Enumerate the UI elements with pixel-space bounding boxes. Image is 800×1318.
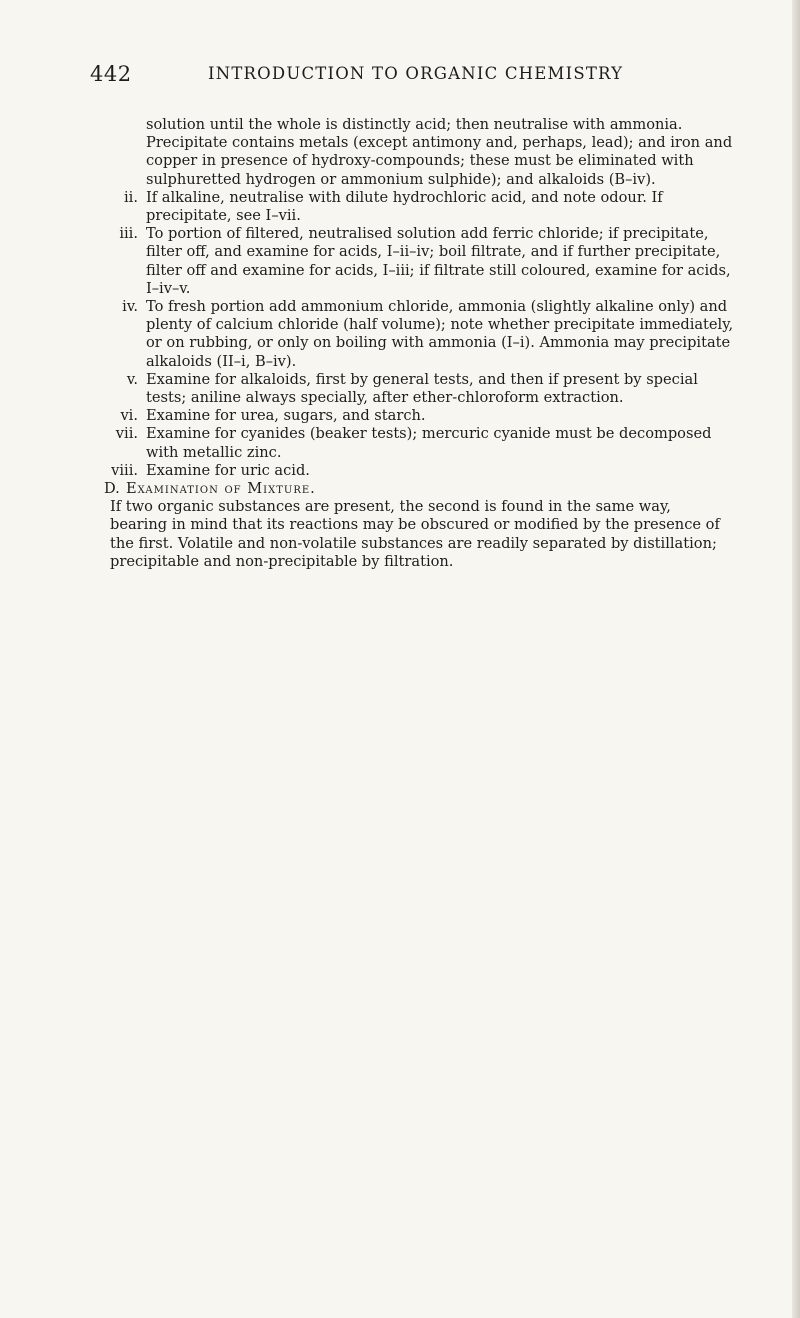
list-item-number: viii.	[111, 461, 138, 479]
list-item-vi	[120, 407, 740, 425]
list-item-text: Examine for uric acid.	[146, 461, 310, 479]
list-item-v	[120, 371, 740, 407]
page-number: 442	[90, 62, 132, 86]
section-letter: D.	[104, 480, 120, 498]
list-item-number: vi.	[120, 407, 138, 425]
list-item-number: iii.	[119, 225, 138, 243]
list-item-number: iv.	[122, 298, 138, 316]
list-item-text: To portion of filtered, neutralised solution add ferric chloride; if precipitate, filter off, and examine for acids, I–ii–iv; boil filtrate, and if further precipitate, filter off and examine for acids, I–iii; if filtrate still coloured, examine for acids, I–iv–v.	[146, 225, 731, 297]
list-item-text: Examine for cyanides (beaker tests); mercuric cyanide must be decomposed with metallic zinc.	[146, 425, 712, 461]
page-edge	[792, 0, 800, 1318]
page-body	[104, 116, 740, 571]
section-heading	[104, 480, 740, 498]
list-item-number: ii.	[124, 188, 138, 206]
list-item-number: vii.	[115, 425, 138, 443]
page-header	[90, 62, 740, 92]
list-item-iii	[120, 225, 740, 298]
list-item-text: If alkaline, neutralise with dilute hydrochloric acid, and note odour. If precipitate, see I–vii.	[146, 188, 663, 225]
section-paragraph: If two organic substances are present, the second is found in the same way, bearing in mind that its reactions may be obscured or modified by the presence of the first. Volatile and non-volatile substances are readily separated by distillation; precipitable and non-precipitable by filtration.	[110, 498, 720, 570]
list-item-text: Examine for alkaloids, first by general tests, and then if present by special tests; aniline always specially, after ether-chloroform extraction.	[146, 370, 698, 407]
list-item-viii	[111, 461, 740, 480]
section-title: Examination of Mixture.	[126, 480, 316, 498]
list-item-text: To fresh portion add ammonium chloride, ammonia (slightly alkaline only) and plenty of calcium chloride (half volume); note whether precipitate immediately, or on rubbing, or only on boiling with ammonia (I–i). Ammonia may precipitate alkaloids (II–i, B–iv).	[146, 298, 734, 370]
intro-paragraph: solution until the whole is distinctly acid; then neutralise with ammonia. Precipitate contains metals (except antimony and, perhaps, lead); and iron and copper in presence of hydroxy-compounds; these must be eliminated with sulphuretted hydrogen or ammonium sulphide); and alkaloids (B–iv).	[146, 116, 733, 188]
list-item-text: Examine for urea, sugars, and starch.	[146, 407, 426, 425]
list-item-iv	[120, 298, 740, 371]
list-item-ii	[120, 189, 740, 225]
list-item-number: v.	[126, 370, 138, 388]
list-item-vii	[115, 425, 740, 461]
running-head: INTRODUCTION TO ORGANIC CHEMISTRY	[208, 64, 624, 83]
